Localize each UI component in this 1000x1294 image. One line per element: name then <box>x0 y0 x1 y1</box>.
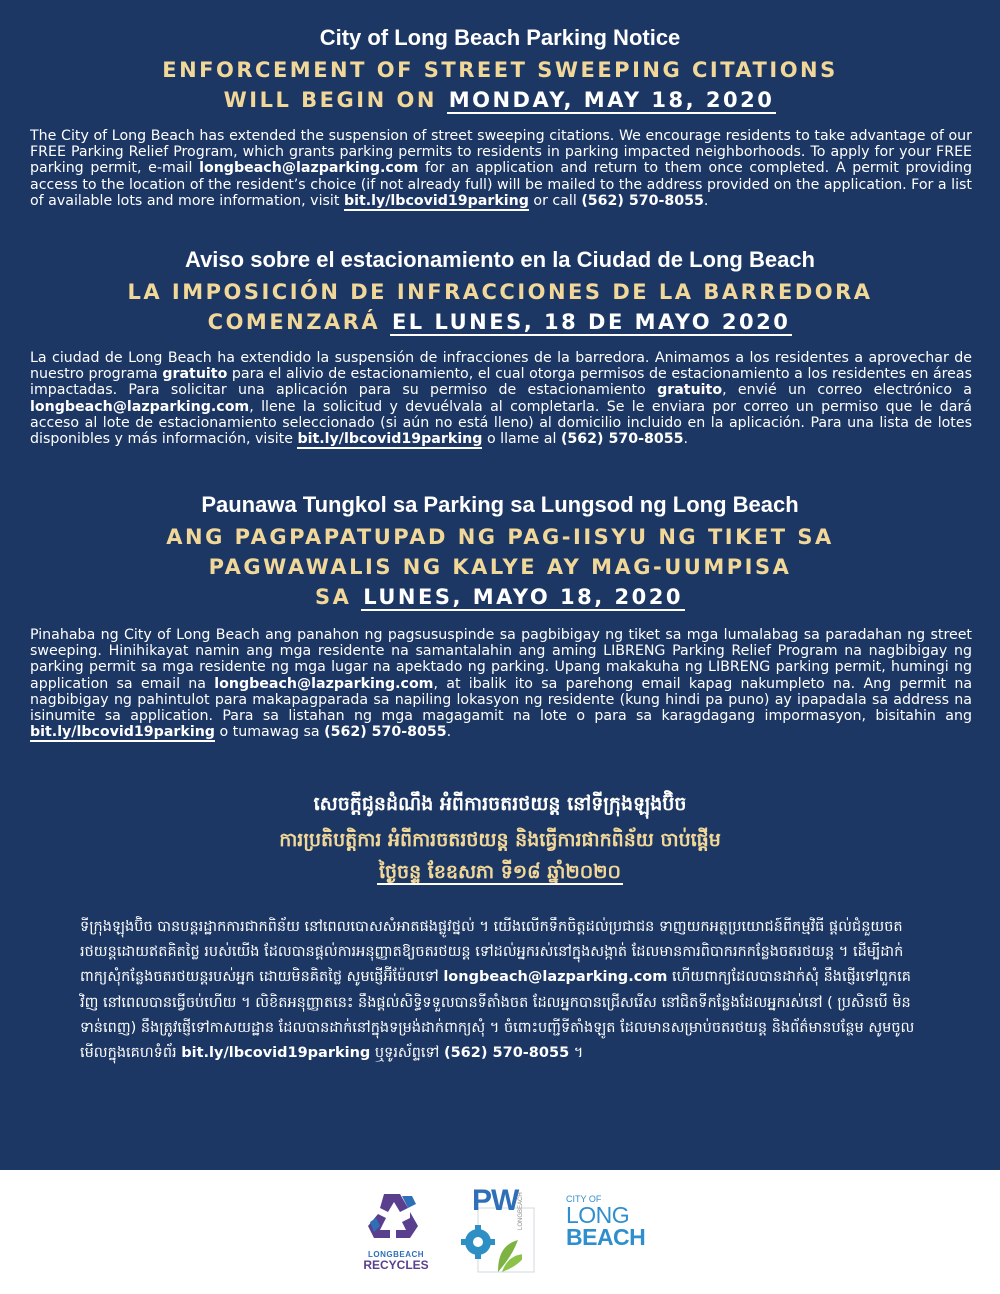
pw-side-text: LONGBEACH <box>518 1192 524 1230</box>
footer <box>0 1170 1000 1294</box>
khmer-body-part1: ទីក្រុងឡុងប៊ិច បានបន្តរដ្ឋាកការជាកពិន័យ នៅពេលបោសសំអាតផងផ្លូវថ្នល់ ។ យើងលើកទឹកចិត្តដល់ប្រជាជន ទាញយកអត្ថប្រយោជន៍ពីកម្មវិធី ផ្តល់ជំនួយចតរថយន្តដោយឥតគិតថ្លៃ របស់យើង ដែលបានផ្តល់ការអនុញ្ញាតឱ្យចតរថយន្ត ទៅដល់អ្នករស់នៅក្នុងសង្កាត់ ដែលមានការពិបាករកកន្លែងចតរថយន្ត ។ ដើម្បីដាក់ពាក្យសុំកន្លែងចតរថយន្តរបស់អ្នក ដោយមិនគិតថ្លៃ សូមផ្ញើអ៊ីម៉ែលទៅ <box>80 919 904 986</box>
tagalog-title-prefix: SA <box>315 585 352 609</box>
english-body-part3: or call <box>533 192 577 209</box>
tagalog-heading: Paunawa Tungkol sa Parking sa Lungsod ng Long Beach <box>201 492 799 517</box>
khmer-email[interactable]: longbeach@lazparking.com <box>443 969 668 986</box>
tagalog-body-part1: Pinahaba ng City of Long Beach ang panahon ng pagsususpinde sa pagbibigay ng tiket sa mga lumalabag sa paradahan ng street sweeping. Hinihikayat namin ang mga residente na samantalahin ang aming LIBRENG Parking Relief Program na nagbibigay ng parking permit sa mga residente ng mga lugar na apektado ng parking. Upang makakuha ng LIBRENG parking permit, humingi ng application sa email na <box>30 627 972 692</box>
english-title-line1: ENFORCEMENT OF STREET SWEEPING CITATIONS <box>162 58 838 82</box>
tagalog-body-part3: o tumawag sa <box>219 724 320 741</box>
english-heading: City of Long Beach Parking Notice <box>319 25 681 50</box>
khmer-phone: (562) 570-8055 <box>443 1045 570 1062</box>
english-body-part1: The City of Long Beach has extended the suspension of street sweeping citations. We encourage residents to take advantage of our FREE Parking Relief Program, which grants parking permits to residents in parking impacted neighborhoods. To apply for your FREE parking permit, e-mail <box>30 128 972 177</box>
spanish-body-part5: o llame al <box>486 431 557 448</box>
khmer-title-line1: ការប្រតិបត្តិការ អំពីការចតរថយន្ត និងធ្វើការផាកពិន័យ ចាប់ផ្តើម <box>279 829 721 851</box>
public-works-logo <box>458 1184 548 1274</box>
spanish-free2: gratuito <box>657 382 723 399</box>
khmer-title-line2 <box>0 856 1000 888</box>
pw-letters: PW <box>472 1184 519 1217</box>
tagalog-phone: (562) 570-8055 <box>324 724 447 741</box>
tagalog-title-line2: PAGWAWALIS NG KALYE AY MAG-UUMPISA <box>208 555 792 579</box>
tagalog-body-part2: , at ibalik ito sa parehong email kapag nakumpleto na. Ang permit na nagbibigay ng pahintulot para makapagparada sa napiling lokasyon ng residente (kung hindi pa puno) ay ipapadala sa address na isinumite sa application. Para sa listahan ng mga magagamit na lote o para sa karagdagang impormasyon, bisitahin ang <box>30 675 973 725</box>
khmer-body-end: ។ <box>573 1045 584 1062</box>
spanish-body <box>30 350 972 447</box>
tagalog-date: LUNES, MAYO 18, 2020 <box>363 585 683 609</box>
spanish-body-part1: La ciudad de Long Beach ha extendido la suspensión de infracciones de la barredora. Animamos a los residentes a aprovechar de nuestro programa <box>30 350 972 383</box>
english-title-line2 <box>0 85 1000 115</box>
spanish-body-part3: , envié un correo electrónico a <box>722 382 973 399</box>
spanish-heading: Aviso sobre el estacionamiento en la Ciudad de Long Beach <box>185 247 815 272</box>
city-logo-line1: CITY OF <box>566 1194 602 1204</box>
tagalog-email[interactable]: longbeach@lazparking.com <box>214 675 434 692</box>
tagalog-title-line3 <box>0 582 1000 612</box>
english-body <box>30 128 972 209</box>
recycle-icon <box>356 1188 436 1244</box>
tagalog-section <box>0 491 1000 612</box>
spanish-section <box>0 246 1000 337</box>
city-logo-line2: LONG <box>566 1202 630 1228</box>
spanish-body-part4: , llene la solicitud y devuélvala al completarla. Se le enviara por correo un permiso que le dará acceso al lote de estacionamiento seleccionado (si aún no está lleno) al domicilio incluido en la aplicación. Para una lista de lotes disponibles y más información, visite <box>30 398 972 448</box>
khmer-heading: សេចក្តីជូនដំណឹង អំពីការចតរថយន្ត នៅទីក្រុងឡុងប៊ិច <box>313 793 687 815</box>
spanish-email[interactable]: longbeach@lazparking.com <box>30 398 250 415</box>
spanish-link[interactable]: bit.ly/lbcovid19parking <box>297 431 483 448</box>
khmer-body-part3: ឬទូរស័ព្ទទៅ <box>374 1045 440 1062</box>
spanish-title-line1: LA IMPOSICIÓN DE INFRACCIONES DE LA BARREDORA <box>127 280 873 304</box>
english-email[interactable]: longbeach@lazparking.com <box>199 160 419 177</box>
long-beach-recycles-logo <box>356 1188 436 1278</box>
english-date: MONDAY, MAY 18, 2020 <box>448 88 775 112</box>
english-title-prefix: WILL BEGIN ON <box>223 88 437 112</box>
english-section <box>0 24 1000 115</box>
spanish-free: gratuito <box>162 366 228 383</box>
tagalog-body <box>30 627 972 740</box>
khmer-link[interactable]: bit.ly/lbcovid19parking <box>181 1045 371 1062</box>
khmer-date: ថ្ងៃចន្ទ ខែឧសភា ទី១៨ ឆ្នាំ២០២០ <box>378 861 622 883</box>
khmer-body <box>80 915 925 1066</box>
spanish-title-prefix: COMENZARÁ <box>207 310 381 334</box>
spanish-title-line2 <box>0 307 1000 337</box>
english-phone: (562) 570-8055 <box>581 192 704 209</box>
english-body-end: . <box>703 192 709 209</box>
english-link[interactable]: bit.ly/lbcovid19parking <box>343 192 529 209</box>
english-body-part2: for an application and return to them once completed. A permit providing access to the location of the resident’s choice (if not already full) will be mailed to the address provided on the application. For a list of available lots and more information, visit <box>30 160 972 209</box>
tagalog-link[interactable]: bit.ly/lbcovid19parking <box>30 724 215 741</box>
city-logo-line3: BEACH <box>566 1224 646 1250</box>
spanish-body-end: . <box>683 431 688 448</box>
spanish-date: EL LUNES, 18 DE MAYO 2020 <box>391 310 791 334</box>
khmer-section <box>0 788 1000 888</box>
tagalog-title-line1: ANG PAGPAPATUPAD NG PAG-IISYU NG TIKET SA <box>166 525 834 549</box>
city-of-long-beach-logo <box>566 1194 656 1274</box>
recycles-line1: LONGBEACH <box>367 1250 425 1259</box>
khmer-body-part2: ហើយពាក្យដែលបានដាក់សុំ នឹងផ្ញើរទៅពួកគេវិញ នៅពេលបានធ្វើចប់ហើយ ។ លិខិតអនុញ្ញាតនេះ នឹងផ្តល់សិទ្ធិទទួលបានទីតាំងចត ដែលអ្នកបានជ្រើសរើស នៅជិតទីកន្លែងដែលអ្នករស់នៅ ( ប្រសិនបើ មិនទាន់ពេញ) នឹងត្រូវផ្ញើទៅកាសយដ្ឋាន ដែលបានដាក់នៅក្នុងទម្រង់ដាក់ពាក្យសុំ ។ ចំពោះបញ្ជីទីតាំងឡូត ដែលមានសម្រាប់ចតរថយន្ត និងព័ត៌មានបន្ថែម សូមចូលមើលក្នុងគេហទំព័រ <box>80 969 915 1062</box>
spanish-phone: (562) 570-8055 <box>560 431 684 448</box>
spanish-body-part2: para el alivio de estacionamiento, el cual otorga permisos de estacionamiento a los residentes en áreas impactadas. Para solicitar una aplicación para su permiso de estacionamiento <box>30 366 972 399</box>
recycles-line2: RECYCLES <box>363 1258 429 1272</box>
tagalog-body-end: . <box>446 724 452 741</box>
